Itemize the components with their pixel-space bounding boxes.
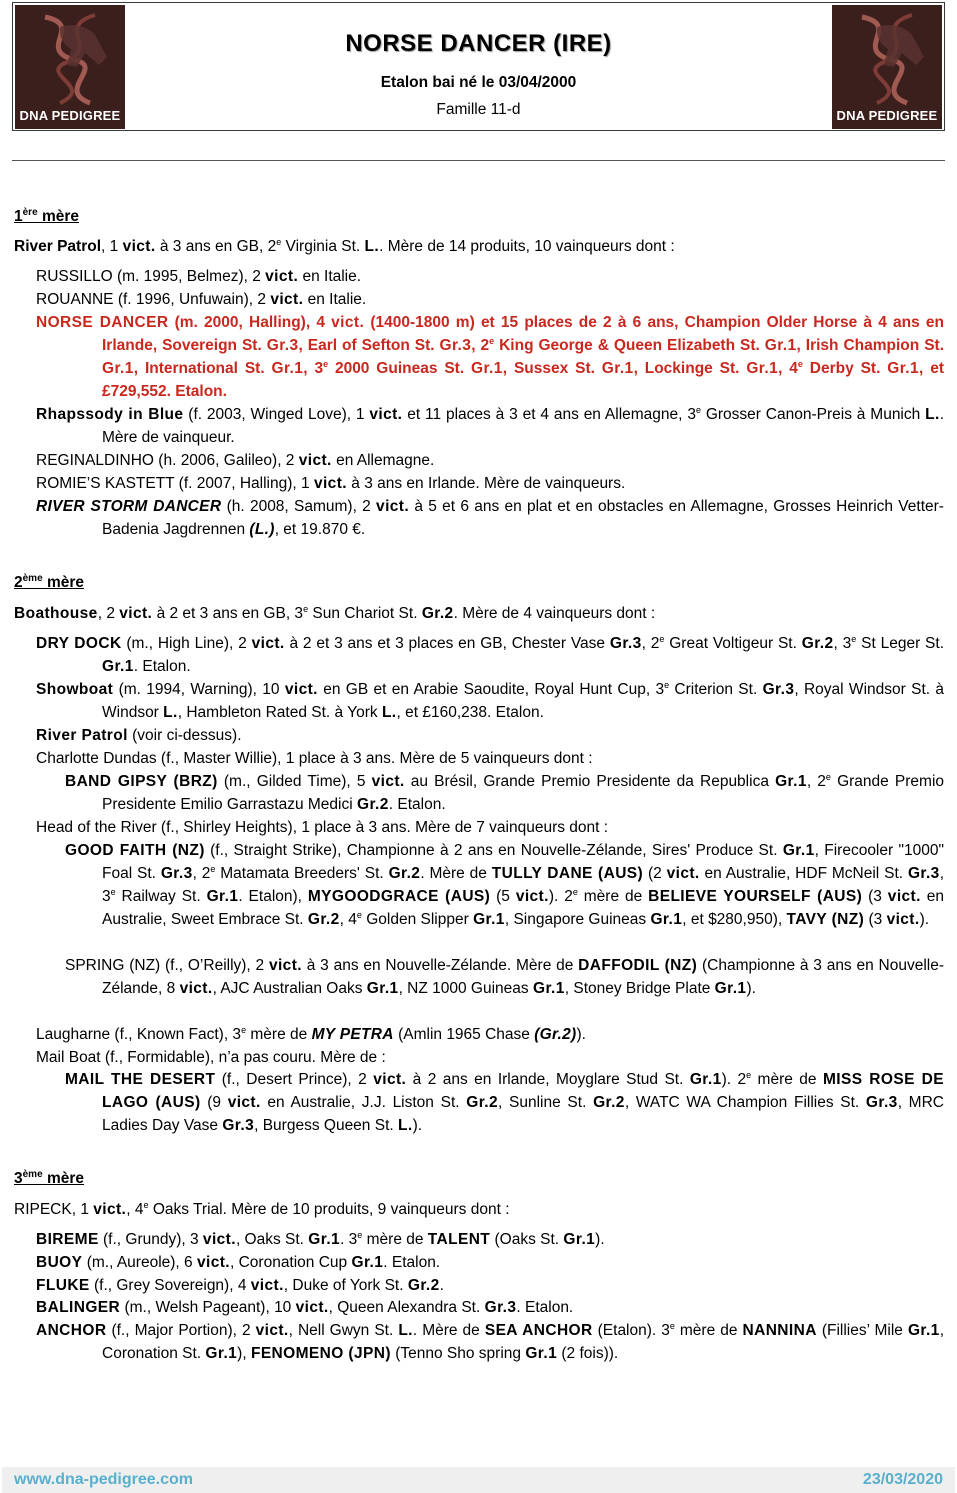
list-item: Head of the River (f., Shirley Heights), 1 place à 3 ans. Mère de 7 vainqueurs dont : [36, 819, 609, 836]
dam-summary: Boathouse, 2 vict. à 2 et 3 ans en GB, 3e Sun Chariot St. Gr.2. Mère de 4 vainqueurs dont : [14, 603, 656, 622]
list-item-highlighted: NORSE DANCER (m. 2000, Halling), 4 vict. (1400-1800 m) et 15 places de 2 à 6 ans, Champion Older Horse à 4 ans en Irlande, Sovereign St. Gr.3, Earl of Sefton St. Gr.3, 2e King George & Queen Elizabeth St. Gr.1, Irish Champion St. Gr.1, International St. Gr.1, 3e 2000 Guineas St. Gr.1, Sussex St. Gr.1, Lockinge St. Gr.1, 4e Derby St. Gr.1, et £729,552. Etalon. [36, 314, 944, 400]
page-header [12, 2, 945, 131]
dna-pedigree-logo: DNA PEDIGREE [832, 5, 942, 129]
list-item: DRY DOCK (m., High Line), 2 vict. à 2 et 3 ans et 3 places en GB, Chester Vase Gr.3, 2e Great Voltigeur St. Gr.2, 3e St Leger St. Gr.1. Etalon. [36, 633, 945, 675]
list-item: MAIL THE DESERT (f., Desert Prince), 2 vict. à 2 ans en Irlande, Moyglare Stud St. Gr.1). 2e mère de MISS ROSE DE LAGO (AUS) (9 vict. en Australie, J.J. Liston St. Gr.2, Sunline St. Gr.2, WATC WA Champion Fillies St. Gr.3, MRC Ladies Day Vase Gr.3, Burgess Queen St. L.). [65, 1069, 944, 1134]
document-date: 23/03/2020 [862, 1471, 943, 1488]
section-heading-second-dam: 2ème mère [14, 572, 85, 591]
list-item: FLUKE (f., Grey Sovereign), 4 vict., Duke of York St. Gr.2. [36, 1277, 444, 1294]
horse-description: Etalon bai né le 03/04/2000 [380, 74, 577, 91]
list-item: RIVER STORM DANCER (h. 2008, Samum), 2 vict. à 5 et 6 ans en plat et en obstacles en Allemagne, Grosses Heinrich Vetter-Badenia Jagdrennen (L.), et 19.870 €. [36, 498, 944, 538]
page-title: NORSE DANCER (IRE) [345, 30, 612, 57]
list-item: Charlotte Dundas (f., Master Willie), 1 place à 3 ans. Mère de 5 vainqueurs dont : [36, 750, 593, 767]
list-item: SPRING (NZ) (f., O’Reilly), 2 vict. à 3 ans en Nouvelle-Zélande. Mère de DAFFODIL (NZ) (Championne à 3 ans en Nouvelle-Zélande, 8 vict., AJC Australian Oaks Gr.1, NZ 1000 Guineas Gr.1, Stoney Bridge Plate Gr.1). [65, 957, 944, 997]
dna-pedigree-logo: DNA PEDIGREE [15, 5, 125, 129]
list-item: BIREME (f., Grundy), 3 vict., Oaks St. Gr.1. 3e mère de TALENT (Oaks St. Gr.1). [36, 1229, 605, 1248]
list-item: ROMIE’S KASTETT (f. 2007, Halling), 1 vict. à 3 ans en Irlande. Mère de vainqueurs. [36, 475, 626, 492]
website-link[interactable]: www.dna-pedigree.com [14, 1471, 193, 1488]
list-item: BAND GIPSY (BRZ) (m., Gilded Time), 5 vict. au Brésil, Grande Premio Presidente da Republica Gr.1, 2e Grande Premio Presidente Emilio Garrastazu Medici Gr.2. Etalon. [65, 771, 945, 813]
list-item: RUSSILLO (m. 1995, Belmez), 2 vict. en Italie. [36, 268, 362, 285]
list-item: ANCHOR (f., Major Portion), 2 vict., Nell Gwyn St. L.. Mère de SEA ANCHOR (Etalon). 3e mère de NANNINA (Fillies’ Mile Gr.1, Coronation St. Gr.1), FENOMENO (JPN) (Tenno Sho spring Gr.1 (2 fois)). [36, 1320, 945, 1362]
horse-family: Famille 11-d [436, 101, 521, 118]
dam-summary: River Patrol, 1 vict. à 3 ans en GB, 2e Virginia St. L.. Mère de 14 produits, 10 vainqueurs dont : [14, 236, 675, 255]
list-item: Mail Boat (f., Formidable), n’a pas couru. Mère de : [36, 1049, 386, 1066]
list-item: BUOY (m., Aureole), 6 vict., Coronation Cup Gr.1. Etalon. [36, 1254, 441, 1271]
list-item: BALINGER (m., Welsh Pageant), 10 vict., Queen Alexandra St. Gr.3. Etalon. [36, 1299, 574, 1316]
list-item: Laugharne (f., Known Fact), 3e mère de MY PETRA (Amlin 1965 Chase (Gr.2)). [36, 1024, 586, 1043]
list-item: Showboat (m. 1994, Warning), 10 vict. en GB et en Arabie Saoudite, Royal Hunt Cup, 3e Criterion St. Gr.3, Royal Windsor St. à Windsor L., Hambleton Rated St. à York L., et £160,238. Etalon. [36, 679, 944, 721]
page-footer [2, 1467, 955, 1493]
list-item: ROUANNE (f. 1996, Unfuwain), 2 vict. en Italie. [36, 291, 367, 308]
divider [12, 160, 945, 161]
list-item: River Patrol (voir ci-dessus). [36, 727, 242, 744]
list-item: Rhapssody in Blue (f. 2003, Winged Love), 1 vict. et 11 places à 3 et 4 ans en Allemagne, 3e Grosser Canon-Preis à Munich L.. Mère de vainqueur. [36, 404, 944, 446]
dam-summary: RIPECK, 1 vict., 4e Oaks Trial. Mère de 10 produits, 9 vainqueurs dont : [14, 1199, 510, 1218]
section-heading-first-dam: 1ère mère [14, 206, 80, 225]
list-item: GOOD FAITH (NZ) (f., Straight Strike), Championne à 2 ans en Nouvelle-Zélande, Sires' Produce St. Gr.1, Firecooler "1000" Foal St. Gr.3, 2e Matamata Breeders' St. Gr.2. Mère de TULLY DANE (AUS) (2 vict. en Australie, HDF McNeil St. Gr.3, 3e Railway St. Gr.1. Etalon), MYGOODGRACE (AUS) (5 vict.). 2e mère de BELIEVE YOURSELF (AUS) (3 vict. en Australie, Sweet Embrace St. Gr.2, 4e Golden Slipper Gr.1, Singapore Guineas Gr.1, et $280,950), TAVY (NZ) (3 vict.). [65, 842, 945, 928]
section-heading-third-dam: 3ème mère [14, 1168, 85, 1187]
list-item: REGINALDINHO (h. 2006, Galileo), 2 vict. en Allemagne. [36, 452, 435, 469]
